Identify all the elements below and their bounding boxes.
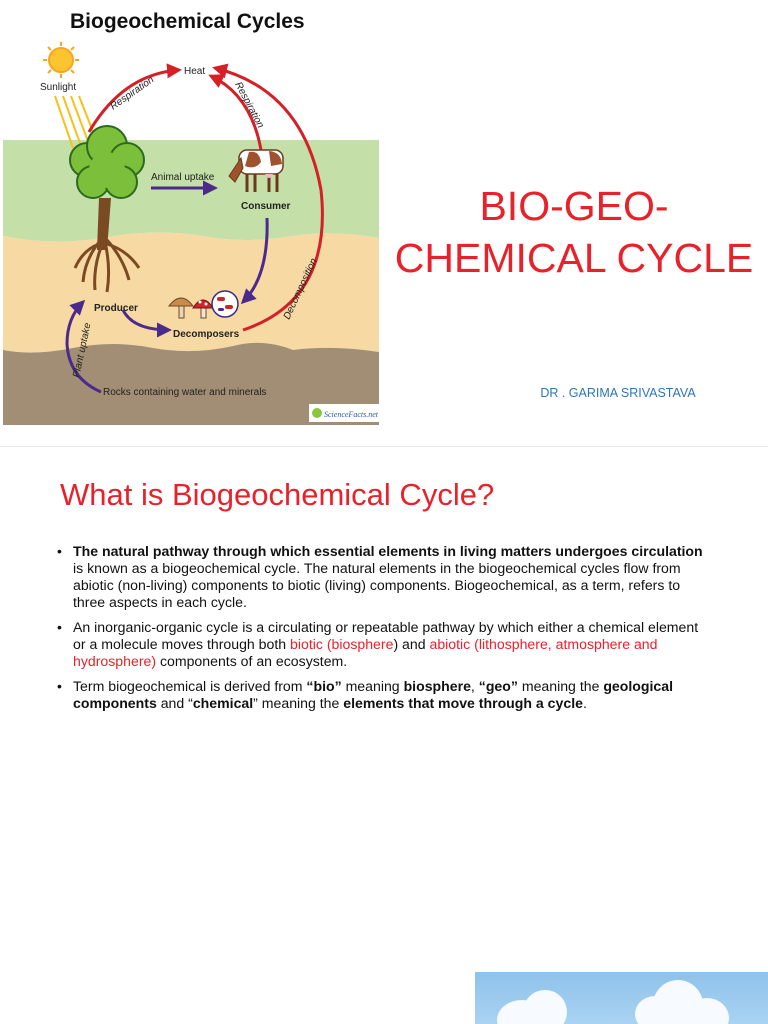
slide-title-line1: BIO-GEO- <box>479 183 669 229</box>
bullet-icon: • <box>57 619 62 635</box>
cloud-shape <box>685 998 729 1024</box>
sun-icon <box>43 42 79 78</box>
bullet-list <box>57 543 712 720</box>
diagram-title: Biogeochemical Cycles <box>70 10 305 33</box>
bullet3-bold-elements: elements that move through a cycle <box>343 695 583 711</box>
bullet-icon: • <box>57 543 62 559</box>
bullet-item <box>57 543 712 611</box>
bullet2-text-c: components of an ecosystem. <box>156 653 348 669</box>
respiration-label-left: Respiration <box>108 74 157 113</box>
bullet-item <box>57 619 712 670</box>
producer-label: Producer <box>94 303 138 314</box>
bullet1-text: is known as a biogeochemical cycle. The natural elements in the biogeochemical cycles flow from abiotic (non-living) components to biotic (living) components. Biogeochemical, as a term, refers to three aspects in each cycle. <box>73 560 681 610</box>
content-slide <box>0 446 768 967</box>
decomposers-label: Decomposers <box>173 329 240 340</box>
plant-uptake-label: Plant uptake <box>71 321 94 379</box>
bullet-item <box>57 678 712 712</box>
sciencefacts-logo-icon <box>312 408 322 418</box>
title-slide <box>0 0 768 440</box>
bullet3-text-a: Term biogeochemical is derived from <box>73 678 307 694</box>
bullet3-text-f: ” meaning the <box>253 695 344 711</box>
bullet3-text-e: and “ <box>156 695 193 711</box>
bullet3-text-d: meaning the <box>517 678 604 694</box>
bullet3-bold-geological: geological components <box>73 678 674 711</box>
bullet3-text-c: , <box>470 678 479 694</box>
respiration-label-right: Respiration <box>232 80 266 131</box>
microbes-icon <box>212 291 238 317</box>
bullet1-bold: The natural pathway through which essential elements in living matters undergoes circulation <box>73 543 703 559</box>
decomposition-label: Decomposition <box>281 256 320 322</box>
animal-uptake-label: Animal uptake <box>151 172 215 183</box>
cloud-shape <box>523 990 567 1024</box>
next-slide-sky-image <box>475 972 768 1024</box>
sunlight-label: Sunlight <box>40 82 77 93</box>
author-name: DR . GARIMA SRIVASTAVA <box>540 386 696 400</box>
bullet-icon: • <box>57 678 62 694</box>
biogeochemical-cycle-diagram <box>3 0 379 425</box>
bullet3-bold-bio: “bio” <box>306 678 342 694</box>
credit-label: ScienceFacts.net <box>324 410 378 419</box>
bullet3-text-g: . <box>582 695 587 711</box>
slide-title <box>380 180 768 284</box>
bullet3-text-b: meaning <box>341 678 404 694</box>
slide-title-line2: CHEMICAL CYCLE <box>394 235 754 281</box>
bullet3-bold-geo: “geo” <box>478 678 518 694</box>
bullet3-bold-chemical: chemical <box>192 695 254 711</box>
rocks-label: Rocks containing water and minerals <box>103 387 267 398</box>
heat-label: Heat <box>184 66 206 77</box>
bullet2-red-biotic: biotic (biosphere <box>290 636 394 652</box>
section-heading: What is Biogeochemical Cycle? <box>60 477 495 512</box>
consumer-label: Consumer <box>241 201 291 212</box>
bullet2-text-b: ) and <box>393 636 430 652</box>
bullet3-bold-biosphere: biosphere <box>403 678 471 694</box>
bullet2-text-a: An inorganic-organic cycle is a circulating or repeatable pathway by which either a chemical element or a molecule moves through both <box>73 619 699 652</box>
bullet2-red-abiotic: abiotic (lithosphere, atmosphere and hydrosphere) <box>73 636 658 669</box>
